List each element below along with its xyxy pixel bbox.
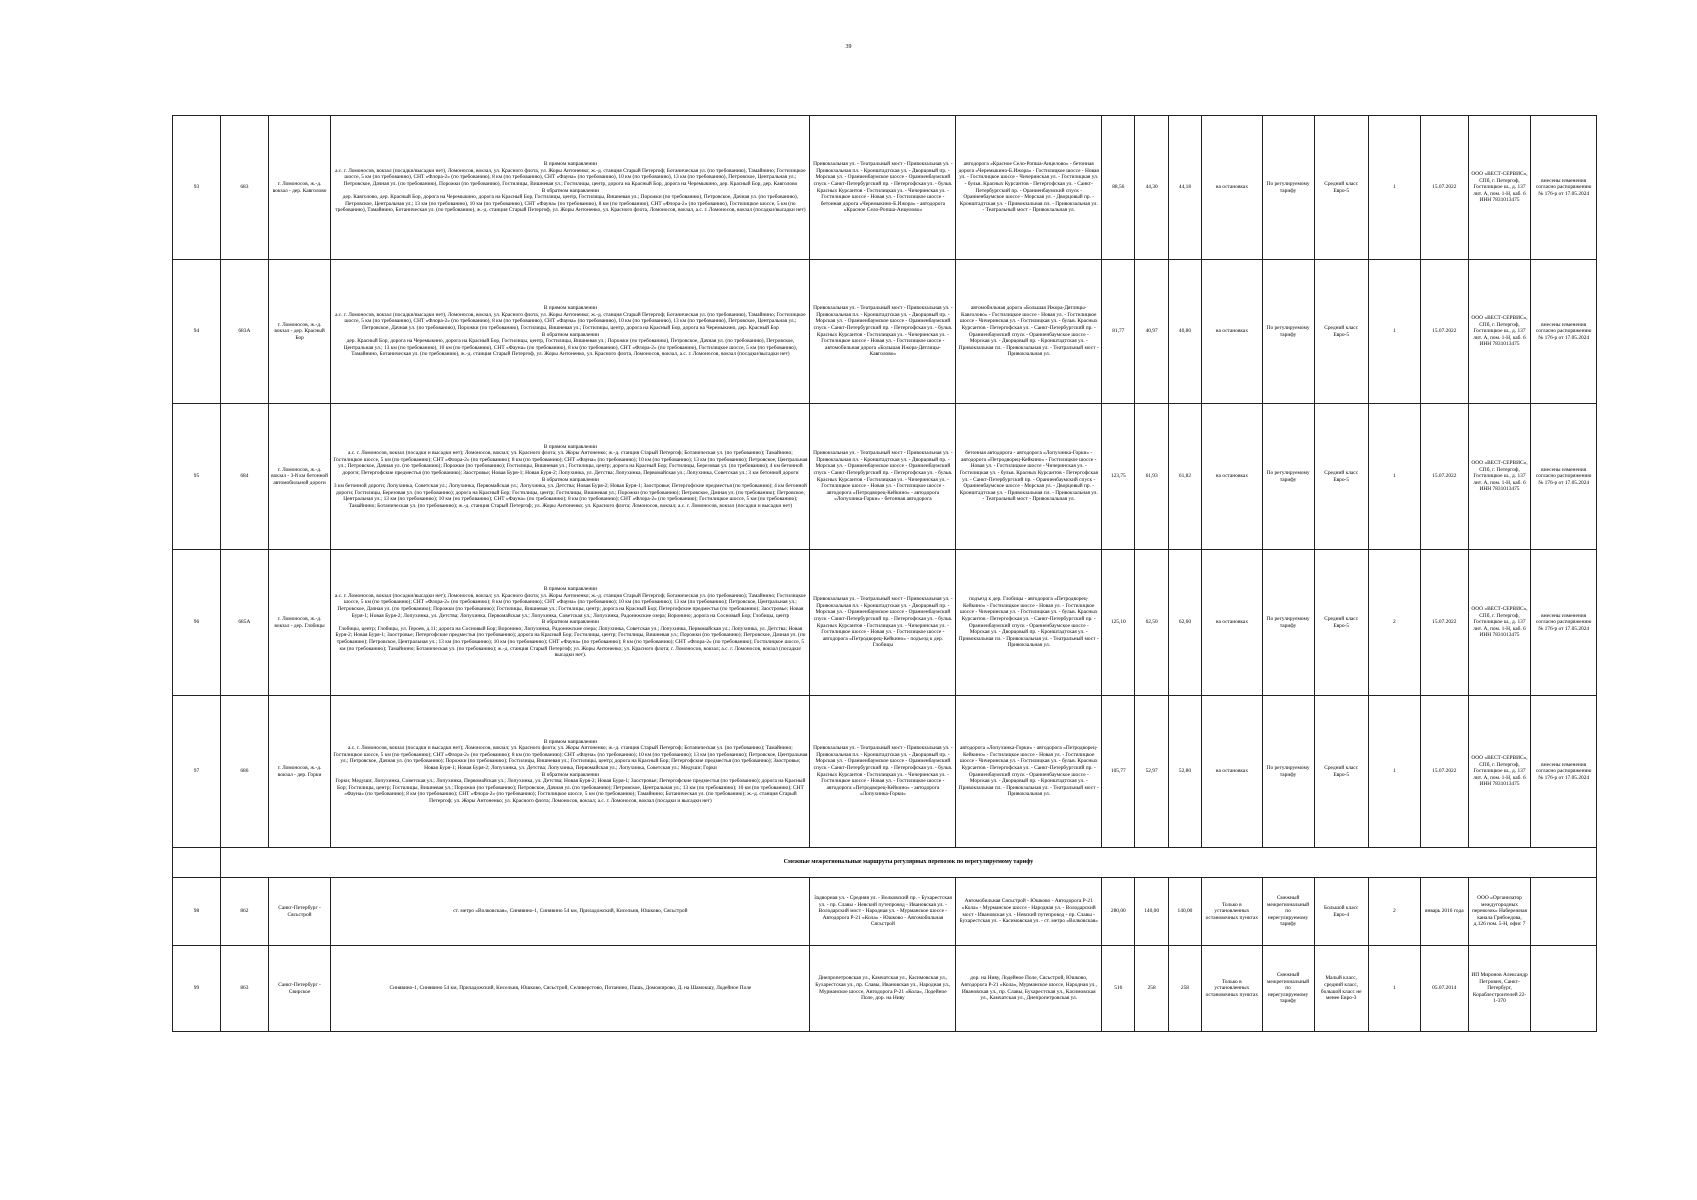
length-back: 62,60 xyxy=(1168,550,1201,696)
length-total: 516 xyxy=(1102,946,1135,1032)
length-total: 105,77 xyxy=(1102,696,1135,848)
route-number: 685А xyxy=(220,550,268,696)
row-number: 98 xyxy=(173,878,221,946)
table-row xyxy=(173,696,1597,848)
vehicle-class: Средний класс Евро-5 xyxy=(1314,696,1368,848)
section-title: Смежные межрегиональные маршруты регулярных перевозок по нерегулируемому тарифу xyxy=(220,848,1596,878)
carrier: ИП Миронов Александр Петрович, Санкт-Петербург, Кораблестроителей 22-1-370 xyxy=(1468,946,1531,1032)
start-date: 15.07.2022 xyxy=(1420,404,1468,550)
stops-back-heading: В обратном направлении xyxy=(541,476,600,483)
carrier: ООО «Организатор междугородных перевозок» Набережная канала Грибоедова, д.126 пом. 5-Н, офис 7 xyxy=(1468,878,1531,946)
streets-forward: Привокзальная ул. - Театральный мост - Привокзальная ул. - Привокзальная пл. - Кронштадтская ул. - Дворцовый пр. - Морская ул. - Ораниенбаумское шоссе - Ораниенбаумский спуск - Санкт-Петербургский пр. - Петергофская ул. - бульв. Красных Курсантов - Гостилицкая ул. - Чичеринская ул. - Гостилицкое шоссе - Новая ул. - Гостилицкое шоссе - автомобильная дорога «Большая Ижора-Дятлицы-Кавголово» xyxy=(810,260,956,404)
start-date: 15.07.2022 xyxy=(1420,696,1468,848)
stops-back: 3 км бетонной дороги; Лопухинка, Советская ул.; Лопухинка, Первомайская ул.; Лопухинка, ул. Детства; Новая Буря-2; Новая Буря-1; Заостровье; Петергофские предместья (по требованию); 4 км бетонной дороги; Гостилицы, Березовая ул. (по требованию); дорога на Красный Бор; Гостилицы, центр; Гостилицы, Вишневая ул.; Порожки (по требованию); Петровское, Дачная ул. (по требованию); Петровское, Центральная ул.; 13 км (по требованию); 10 км (по требованию); СНТ «Фауна» (по требованию); 8 км (по требованию); СНТ «Флора-2» (по требованию); Гостилицкое шоссе, 5 км (по требованию); Тамайнино; Ботаническая ул. (по требованию); ж.-д. станция Старый Петергоф; ул. Жоры Антоненко; ул. Красного флота; Ломоносов, вокзал; а.с. г. Ломоносов, вокзал (посадки и высадки нет) xyxy=(333,483,807,509)
tariff-type: Смежный межрегиональный по нерегулируемому тарифу xyxy=(1262,878,1314,946)
length-forward: 62,50 xyxy=(1135,550,1168,696)
stops-forward: а.с. г. Ломоносов, вокзал (посадки и высадки нет); Ломоносов, вокзал; ул. Красного флота; ул. Жоры Антоненко; ж.-д. станция Старый Петергоф; Ботаническая ул. (по требованию); Тамайнино; Гостилицкое шоссе, 5 км (по требованию); СНТ «Флора-2» (по требованию); 8 км (по требованию); СНТ «Фауна» (по требованию); 10 км (по требованию); 13 км (по требованию); Петровское, Центральная ул.; Петровское, Дачная ул. (по требованию); Порожки (по требованию); Гостилицы, Вишневая ул.; Гостилицы, центр; дорога на Красный Бор; Петергофские предместья (по требованию); Заостровье; Новая Буря-1; Новая Буря-2; Лопухинка, ул. Детства; Лопухинка, Первомайская ул.; Лопухинка, Советская ул.; Медуши; Горки xyxy=(333,745,808,771)
route-stops: Синявино-1, Синявино 54 км, Приладожский, Кисельня, Юшково, Сясьстрой, Селиверстово, Потанино, Пашь, Доможирово, Д. на Шамокшу, Лодейное Поле xyxy=(331,946,810,1032)
vehicle-count: 1 xyxy=(1368,696,1420,848)
vehicle-count: 1 xyxy=(1368,946,1420,1032)
stop-order: на остановках xyxy=(1202,116,1262,260)
note xyxy=(1531,946,1597,1032)
start-date: 15.07.2022 xyxy=(1420,116,1468,260)
row-number: 95 xyxy=(173,404,221,550)
vehicle-class: Средний класс Евро-5 xyxy=(1314,260,1368,404)
stop-order: на остановках xyxy=(1202,696,1262,848)
section-row xyxy=(173,848,1597,878)
note: внесены изменения согласно распоряжению № 176-р от 17.05.2024 xyxy=(1531,696,1597,848)
vehicle-class: Средний класс Евро-5 xyxy=(1314,550,1368,696)
stops-forward-heading: В прямом направлении xyxy=(543,305,597,312)
stop-order: на остановках xyxy=(1202,404,1262,550)
table-row xyxy=(173,878,1597,946)
route-number: 683 xyxy=(220,116,268,260)
row-number: 96 xyxy=(173,550,221,696)
tariff-type: По регулируемому тарифу xyxy=(1262,550,1314,696)
row-number: 93 xyxy=(173,116,221,260)
stops-back: дер. Кавголово, дер. Красный Бор, дорога на Черемыкино, дорога на Красный Бор, Гостилицы, центр, Гостилицы, Вишневая ул.; Порожки (по требованию), Петровское, Дачная ул. (по требованию), Петровское, Центральная ул.; 13 км (по требованию), 10 км (по требованию), СНТ «Фауна» (по требованию), 8 км (по требованию), СНТ «Флора-2» (по требованию), Гостилицкое шоссе, 5 км (по требованию), Тамайнино, Ботаническая ул. (по требованию), ж.-д. станция Старый Петергоф, ул. Жоры Антоненко, ул. Красного флота, Ломоносов, вокзал, а.с. г. Ломоносов, вокзал (посадки/высадки нет) xyxy=(335,194,806,214)
streets-back: подъезд к дер. Глобицы - автодорога «Петродворец-Кейкино» - Гостилицкое шоссе - Новая ул. - Гостилицкое шоссе - Чичеринская ул. - Гостилицкая ул. - бульв. Красных Курсантов - Петергофская ул. - Санкт-Петербургский пр. - Ораниенбаумский спуск - Ораниенбаумское шоссе - Морская ул. - Дворцовый пр. - Кронштадтская ул. - Привокзальная пл. - Привокзальная ул. - Театральный мост - Привокзальная ул. xyxy=(956,550,1102,696)
length-total: 81,77 xyxy=(1102,260,1135,404)
tariff-type: По регулируемому тарифу xyxy=(1262,404,1314,550)
length-forward: 52,97 xyxy=(1135,696,1168,848)
table-row xyxy=(173,260,1597,404)
note: внесены изменения согласно распоряжению № 176-р от 17.05.2024 xyxy=(1531,404,1597,550)
route-number: 686 xyxy=(220,696,268,848)
table-row xyxy=(173,550,1597,696)
start-date: 15.07.2022 xyxy=(1420,260,1468,404)
stop-order: на остановках xyxy=(1202,550,1262,696)
start-date: 05.07.2014 xyxy=(1420,946,1468,1032)
length-back: 61,82 xyxy=(1168,404,1201,550)
vehicle-class: Средний класс Евро-5 xyxy=(1314,404,1368,550)
length-forward: 140,00 xyxy=(1135,878,1168,946)
route-stops xyxy=(331,696,810,848)
vehicle-class: Большой класс Евро-4 xyxy=(1314,878,1368,946)
stops-forward: а.с. г. Ломоносов, вокзал (посадки/высадки нет), Ломоносов, вокзал, ул. Красного флота, ул. Жоры Антоненко; ж.-д. станция Старый Петергоф; Ботаническая ул. (по требованию), Тамайнино; Гостилицкое шоссе, 5 км (по требованию), СНТ «Флора-2» (по требованию), 8 км (по требованию), СНТ «Фауна» (по требованию), 10 км (по требованию), 13 км (по требованию), Петровское, Центральная ул.; Петровское, Дачная ул. (по требованию), Порожки (по требованию), Гостилицы, Вишневая ул.; Гостилицы, центр, дорога на Красный Бор, дорога на Черемыкино, дер. Красный Бор xyxy=(335,311,806,331)
tariff-type: По регулируемому тарифу xyxy=(1262,696,1314,848)
carrier: ООО «ВЕСТ-СЕРВИС», СПб, г. Петергоф, Гостилицкое ш., д. 137 лит. А, пом. 1-Н, каб. 6 ИНН 7831013475 xyxy=(1468,550,1531,696)
streets-back: автодорога «Лопухинка-Горки» - автодорога «Петродворец-Кейкино» - Гостилицкое шоссе - Новая ул. - Гостилицкое шоссе - Чичеринская ул. - Гостилицкая ул. - бульв. Красных Курсантов - Петергофская ул. - Санкт-Петербургский пр. - Ораниенбаумский спуск - Ораниенбаумское шоссе - Морская ул. - Дворцовый пр. - Кронштадтская ул. - Привокзальная пл. - Привокзальная ул. - Театральный мост - Привокзальная ул. xyxy=(956,696,1102,848)
streets-back: бетонная автодорога - автодорога «Лопухинка-Горки» - автодорога «Петродворец-Кейкино» - Гостилицкое шоссе - Новая ул. - Гостилицкое шоссе - Чичеринская ул. - Гостилицкая ул. - бульв. Красных Курсантов - Петергофская ул. - Санкт-Петербургский пр. - Ораниенбаумский спуск - Ораниенбаумское шоссе - Морская ул. - Дворцовый пр. - Кронштадтская ул. - Привокзальная пл. - Привокзальная ул. - Театральный мост - Привокзальная ул. xyxy=(956,404,1102,550)
routes-table xyxy=(172,115,1597,1032)
length-total: 280,00 xyxy=(1102,878,1135,946)
length-back: 258 xyxy=(1168,946,1201,1032)
row-number: 94 xyxy=(173,260,221,404)
streets-back: автодорога «Красное Село-Ропша-Анцелово» - бетонная дорога «Черемыкино-Б.Ижора» - Гостилицкое шоссе - Новая ул. - Гостилицкое шоссе - Чичеринская ул. - Гостилицкая ул. - бульв. Красных Курсантов - Петергофская ул. - Санкт-Петербургский пр. - Ораниенбаумский спуск - Ораниенбаумское шоссе - Морская ул. - Дворцовый пр. - Кронштадтская ул. - Привокзальная пл. - Привокзальная ул. - Театральный мост - Привокзальная ул. xyxy=(956,116,1102,260)
length-forward: 40,97 xyxy=(1135,260,1168,404)
carrier: ООО «ВЕСТ-СЕРВИС», СПб, г. Петергоф, Гостилицкое ш., д. 137 лит. А, пом. 1-Н, каб. 6 ИНН 7831013475 xyxy=(1468,116,1531,260)
route-name: г. Ломоносов, ж.-д. вокзал - дер. Кавголово xyxy=(268,116,331,260)
note xyxy=(1531,878,1597,946)
stops-forward-heading: В прямом направлении xyxy=(543,161,597,168)
stops-back: Горки; Медуши; Лопухинка, Советская ул.; Лопухинка, Первомайская ул.; Лопухинка, ул. Детства; Новая Буря-2; Новая Буря-1; Заостровье; Петергофские предместья (по требованию); дорога на Красный Бор; Гостилицы, центр; Гостилицы, Вишневая ул.; Порожки (по требованию); Петровское, Дачная ул. (по требованию); Петровское, Центральная ул.; 13 км (по требованию); 10 км (по требованию); СНТ «Фауна» (по требованию); 8 км (по требованию); СНТ «Флора-2» (по требованию); Гостилицкое шоссе, 5 км (по требованию); Тамайнино; Ботаническая ул. (по требованию); ж.-д. станция Старый Петергоф; ул. Жоры Антоненко; ул. Красного флота; Ломоносов, вокзал; а.с. г. Ломоносов, вокзал (посадки и высадки нет) xyxy=(335,778,806,804)
stops-forward-heading: В прямом направлении xyxy=(543,738,597,745)
carrier: ООО «ВЕСТ-СЕРВИС», СПб, г. Петергоф, Гостилицкое ш., д. 137 лит. А, пом. 1-Н, каб. 6 ИНН 7831013475 xyxy=(1468,404,1531,550)
streets-forward: Привокзальная ул. - Театральный мост - Привокзальная ул. - Привокзальная пл. - Кронштадтская ул. - Дворцовый пр. - Морская ул. - Ораниенбаумское шоссе - Ораниенбаумский спуск - Санкт-Петербургский пр. - Петергофская ул. - бульв. Красных Курсантов - Гостилицкая ул. - Чичеринская ул. - Гостилицкое шоссе - Новая ул. - Гостилицкое шоссе - бетонная дорога «Черемыкино-Б.Ижора» - автодорога «Красное Село-Ропша-Анцелово» xyxy=(810,116,956,260)
vehicle-class: Малый класс, средний класс, большой класс не менее Евро-3 xyxy=(1314,946,1368,1032)
route-number: 862 xyxy=(220,878,268,946)
streets-forward: Задворная ул. - Средняя ул. - Волковский пр. - Бухарестская ул. - пр. Славы - Невский путепровод - Ивановская ул. - Володарский мост - Народная ул. - Мурманское шоссе - Автодорога Р-21 «Кола» - Юшково - Автомобильная Сясьстрой xyxy=(810,878,956,946)
note: внесены изменения согласно распоряжению № 176-р от 17.05.2024 xyxy=(1531,550,1597,696)
stops-forward-heading: В прямом направлении xyxy=(543,443,597,450)
stops-back: Глобицы, центр; Глобицы, ул. Героев, д.11; дорога на Сосновый Бор; Воронино; Лопухинка, Радонежские озера; Лопухинка, Советская ул.; Лопухинка, Первомайская ул.; Лопухинка, ул. Детства; Новая Буря-2; Новая Буря-1; Заостровье; Петергофские предместья (по требованию); дорога на Красный Бор; Гостилицы, центр; Гостилицы, Вишневая ул.; Порожки (по требованию); Петровское, Дачная ул. (по требованию); Петровское, Центральная ул.; 13 км (по требованию); 10 км (по требованию); СНТ «Фауна» (по требованию); 8 км (по требованию); СНТ «Флора-2» (по требованию); Гостилицкое шоссе, 5 км (по требованию); Тамайнино; Ботаническая ул. (по требованию); ж.-д. станция Старый Петергоф; ул. Жоры Антоненко; ул. Красного флота; г. Ломоносов, вокзал; а.с. г. Ломоносов, вокзал (посадки/высадки нет). xyxy=(335,625,806,659)
streets-back: Автомобильная Сясьстрой - Юшково - Автодорога Р-21 «Кола» - Мурманское шоссе - Народная ул. - Володарский мост - Ивановская ул. - Невский путепровод - пр. Славы - Бухарестская ул. - Касимовская ул. - ст. метро «Волковская» xyxy=(956,878,1102,946)
start-date: январь 2016 года xyxy=(1420,878,1468,946)
route-name: Санкт-Петербург - Сясьстрой xyxy=(268,878,331,946)
route-number: 683А xyxy=(220,260,268,404)
route-number: 684 xyxy=(220,404,268,550)
streets-forward: Днепропетровская ул., Камчатская ул., Касимовская ул., Бухарестская ул., пр. Славы, Ивановская ул., Народная ул., Мурманское шоссе, Автодорога Р-21 «Кола», Лодейное Поле, дор. на Ниву xyxy=(810,946,956,1032)
route-name: г. Ломоносов, ж.-д. вокзал - дер. Горки xyxy=(268,696,331,848)
length-forward: 258 xyxy=(1135,946,1168,1032)
length-back: 140,00 xyxy=(1168,878,1201,946)
table-row xyxy=(173,946,1597,1032)
start-date: 15.07.2022 xyxy=(1420,550,1468,696)
vehicle-count: 2 xyxy=(1368,550,1420,696)
stops-back: дер. Красный Бор, дорога на Черемыкино, дорога на Красный Бор, Гостилицы, центр, Гостилицы, Вишневая ул.; Порожки (по требованию), Петровское, Дачная ул. (по требованию), Петровское, Центральная ул.; 13 км (по требованию), 10 км (по требованию), СНТ «Фауна» (по требованию), 8 км (по требованию), СНТ «Флора-2» (по требованию), Гостилицкое шоссе, 5 км (по требованию), Тамайнино, Ботаническая ул. (по требованию), ж.-д. станция Старый Петергоф, ул. Жоры Антоненко, ул. Красного флота, Ломоносов, вокзал, а.с. г. Ломоносов, вокзал (посадки/высадки нет) xyxy=(343,338,798,358)
stops-back-heading: В обратном направлении xyxy=(541,619,600,626)
length-forward: 61,93 xyxy=(1135,404,1168,550)
tariff-type: По регулируемому тарифу xyxy=(1262,260,1314,404)
vehicle-count: 1 xyxy=(1368,260,1420,404)
streets-back: дор. на Ниву, Лодейное Поле, Сясьстрой, Юшково, Автодорога Р-21 «Кола», Мурманское шоссе, Народная ул., Ивановская ул., пр. Славы, Бухарестская ул., Касимовская ул., Камчатская ул., Днепропетровская ул. xyxy=(956,946,1102,1032)
length-forward: 44,30 xyxy=(1135,116,1168,260)
stop-order: Только в установленных остановочных пунктах xyxy=(1202,878,1262,946)
vehicle-count: 1 xyxy=(1368,404,1420,550)
stop-order: на остановках xyxy=(1202,260,1262,404)
route-stops xyxy=(331,404,810,550)
length-back: 40,80 xyxy=(1168,260,1201,404)
note: внесены изменения согласно распоряжению № 176-р от 17.05.2024 xyxy=(1531,260,1597,404)
stops-forward: а.с. г. Ломоносов, вокзал (посадки и высадки нет); Ломоносов, вокзал; ул. Красного флота; ул. Жоры Антоненко; ж.-д. станция Старый Петергоф; Ботаническая ул. (по требованию); Тамайнино; Гостилицкое шоссе, 5 км (по требованию); СНТ «Флора-2» (по требованию); 8 км (по требованию); СНТ «Фауна» (по требованию); 10 км (по требованию); 13 км (по требованию); Петровское, Центральная ул.; Петровское, Дачная ул. (по требованию); Порожки (по требованию); Гостилицы, Вишневая ул.; Гостилицы, центр; дорога на Красный Бор; Гостилицы, Березовая ул. (по требованию); 4 км бетонной дороги; Петергофские предместья (по требованию); Заостровье; Новая Буря-1; Новая Буря-2; Лопухинка, ул. Детства; Лопухинка, Первомайская ул.; Лопухинка, Советская ул.; 3 км бетонной дороги xyxy=(333,450,808,476)
streets-back: автомобильная дорога «Большая Ижора-Дятлицы-Кавголово» - Гостилицкое шоссе - Новая ул. - Гостилицкое шоссе - Чичеринская ул. - Гостилицкая ул. - бульв. Красных Курсантов - Петергофская ул. - Санкт-Петербургский пр. - Ораниенбаумский спуск - Ораниенбаумское шоссе - Морская ул. - Дворцовый пр. - Кронштадтская ул. - Привокзальная пл. - Привокзальная ул. - Театральный мост - Привокзальная ул. xyxy=(956,260,1102,404)
page-number: 39 xyxy=(845,44,852,50)
length-total: 125,10 xyxy=(1102,550,1135,696)
stops-forward: а.с. г. Ломоносов, вокзал (посадки/высадки нет); Ломоносов, вокзал; ул. Красного флота; ул. Жоры Антоненко; ж.-д. станция Старый Петергоф; Ботаническая ул. (по требованию); Тамайнино; Гостилицкое шоссе, 5 км (по требованию); СНТ «Флора-2» (по требованию); 8 км (по требованию); СНТ «Фауна» (по требованию); 10 км (по требованию); 13 км (по требованию); Петровское, Центральная ул.; Петровское, Дачная ул. (по требованию); Порожки (по требованию); Гостилицы, Вишневая ул.; Гостилицы, центр; дорога на Красный Бор; Петергофские предместья (по требованию); Заостровье; Новая Буря-1; Новая Буря-2; Лопухинка, ул. Детства; Лопухинка, Первомайская ул.; Лопухинка, Советская ул.; Лопухинка, Радонежские озера; Воронино; дорога на Сосновый Бор; Глобицы, центр xyxy=(334,592,806,619)
table-row xyxy=(173,404,1597,550)
carrier: ООО «ВЕСТ-СЕРВИС», СПб, г. Петергоф, Гостилицкое ш., д. 137 лит. А, пом. 1-Н, каб. 6 ИНН 7831013475 xyxy=(1468,696,1531,848)
route-stops xyxy=(331,550,810,696)
tariff-type: По регулируемому тарифу xyxy=(1262,116,1314,260)
route-stops xyxy=(331,116,810,260)
table-row xyxy=(173,116,1597,260)
tariff-type: Смежный межрегиональный по нерегулируемому тарифу xyxy=(1262,946,1314,1032)
length-total: 88,56 xyxy=(1102,116,1135,260)
vehicle-count: 2 xyxy=(1368,878,1420,946)
route-stops xyxy=(331,260,810,404)
route-number: 863 xyxy=(220,946,268,1032)
streets-forward: Привокзальная ул. - Театральный мост - Привокзальная ул. - Привокзальная пл. - Кронштадтская ул. - Дворцовый пр. - Морская ул. - Ораниенбаумское шоссе - Ораниенбаумский спуск - Санкт-Петербургский пр. - Петергофская ул. - бульв. Красных Курсантов - Гостилицкая ул. - Чичеринская ул. - Гостилицкое шоссе - Новая ул. - Гостилицкое шоссе - автодорога «Петродворец-Кейкино» - подъезд к дер. Глобицы xyxy=(810,550,956,696)
note: внесены изменения согласно распоряжению № 176-р от 17.05.2024 xyxy=(1531,116,1597,260)
route-name: Санкт-Петербург - Свирское xyxy=(268,946,331,1032)
route-name: г. Ломоносов, ж.-д. вокзал - дер. Красный Бор xyxy=(268,260,331,404)
stops-back-heading: В обратном направлении xyxy=(541,771,600,778)
stops-forward-heading: В прямом направлении xyxy=(543,586,597,593)
carrier: ООО «ВЕСТ-СЕРВИС», СПб, г. Петергоф, Гостилицкое ш., д. 137 лит. А, пом. 1-Н, каб. 6 ИНН 7831013475 xyxy=(1468,260,1531,404)
route-name: г. Ломоносов, ж.-д. вокзал - 3-й км бетонной автомобильной дороги xyxy=(268,404,331,550)
row-number: 97 xyxy=(173,696,221,848)
stops-back-heading: В обратном направлении xyxy=(541,331,600,338)
stops-back-heading: В обратном направлении xyxy=(541,187,600,194)
length-back: 44,18 xyxy=(1168,116,1201,260)
route-name: г. Ломоносов, ж.-д. вокзал - дер. Глобицы xyxy=(268,550,331,696)
vehicle-class: Средний класс Евро-5 xyxy=(1314,116,1368,260)
length-total: 123,75 xyxy=(1102,404,1135,550)
row-number: 99 xyxy=(173,946,221,1032)
stops-forward: а.с. г. Ломоносов, вокзал (посадки/высадки нет), Ломоносов, вокзал, ул. Красного флота, ул. Жоры Антоненко; ж.-д. станция Старый Петергоф; Ботаническая ул. (по требованию), Тамайнино; Гостилицкое шоссе, 5 км (по требованию), СНТ «Флора-2» (по требованию), 8 км (по требованию), СНТ «Фауна» (по требованию), 10 км (по требованию), 13 км (по требованию), Петровское, Центральная ул.; Петровское, Дачная ул. (по требованию), Порожки (по требованию), Гостилицы, Вишневая ул.; Гостилицы, центр, дорога на Красный Бор, дорога на Черемыкино, дер. Красный Бор, дер. Кавголово xyxy=(335,167,806,187)
stop-order: Только в установленных остановочных пунктах xyxy=(1202,946,1262,1032)
vehicle-count: 1 xyxy=(1368,116,1420,260)
streets-forward: Привокзальная ул. - Театральный мост - Привокзальная ул. - Привокзальная пл. - Кронштадтская ул. - Дворцовый пр. - Морская ул. - Ораниенбаумское шоссе - Ораниенбаумский спуск - Санкт-Петербургский пр. - Петергофская ул. - бульв. Красных Курсантов - Гостилицкая ул. - Чичеринская ул. - Гостилицкое шоссе - Новая ул. - Гостилицкое шоссе - автодорога «Петродворец-Кейкино» - автодорога «Лопухинка-Горки» - бетонная автодорога xyxy=(810,404,956,550)
length-back: 52,80 xyxy=(1168,696,1201,848)
route-stops: ст. метро «Волковская», Синявино-1, Синявино 54 км, Приладожский, Кисельня, Юшково, Сясьстрой xyxy=(331,878,810,946)
streets-forward: Привокзальная ул. - Театральный мост - Привокзальная ул. - Привокзальная пл. - Кронштадтская ул. - Дворцовый пр. - Морская ул. - Ораниенбаумское шоссе - Ораниенбаумский спуск - Санкт-Петербургский пр. - Петергофская ул. - бульв. Красных Курсантов - Гостилицкая ул. - Чичеринская ул. - Гостилицкое шоссе - Новая ул. - Гостилицкое шоссе - автодорога «Петродворец-Кейкино» - автодорога «Лопухинка-Горки» xyxy=(810,696,956,848)
